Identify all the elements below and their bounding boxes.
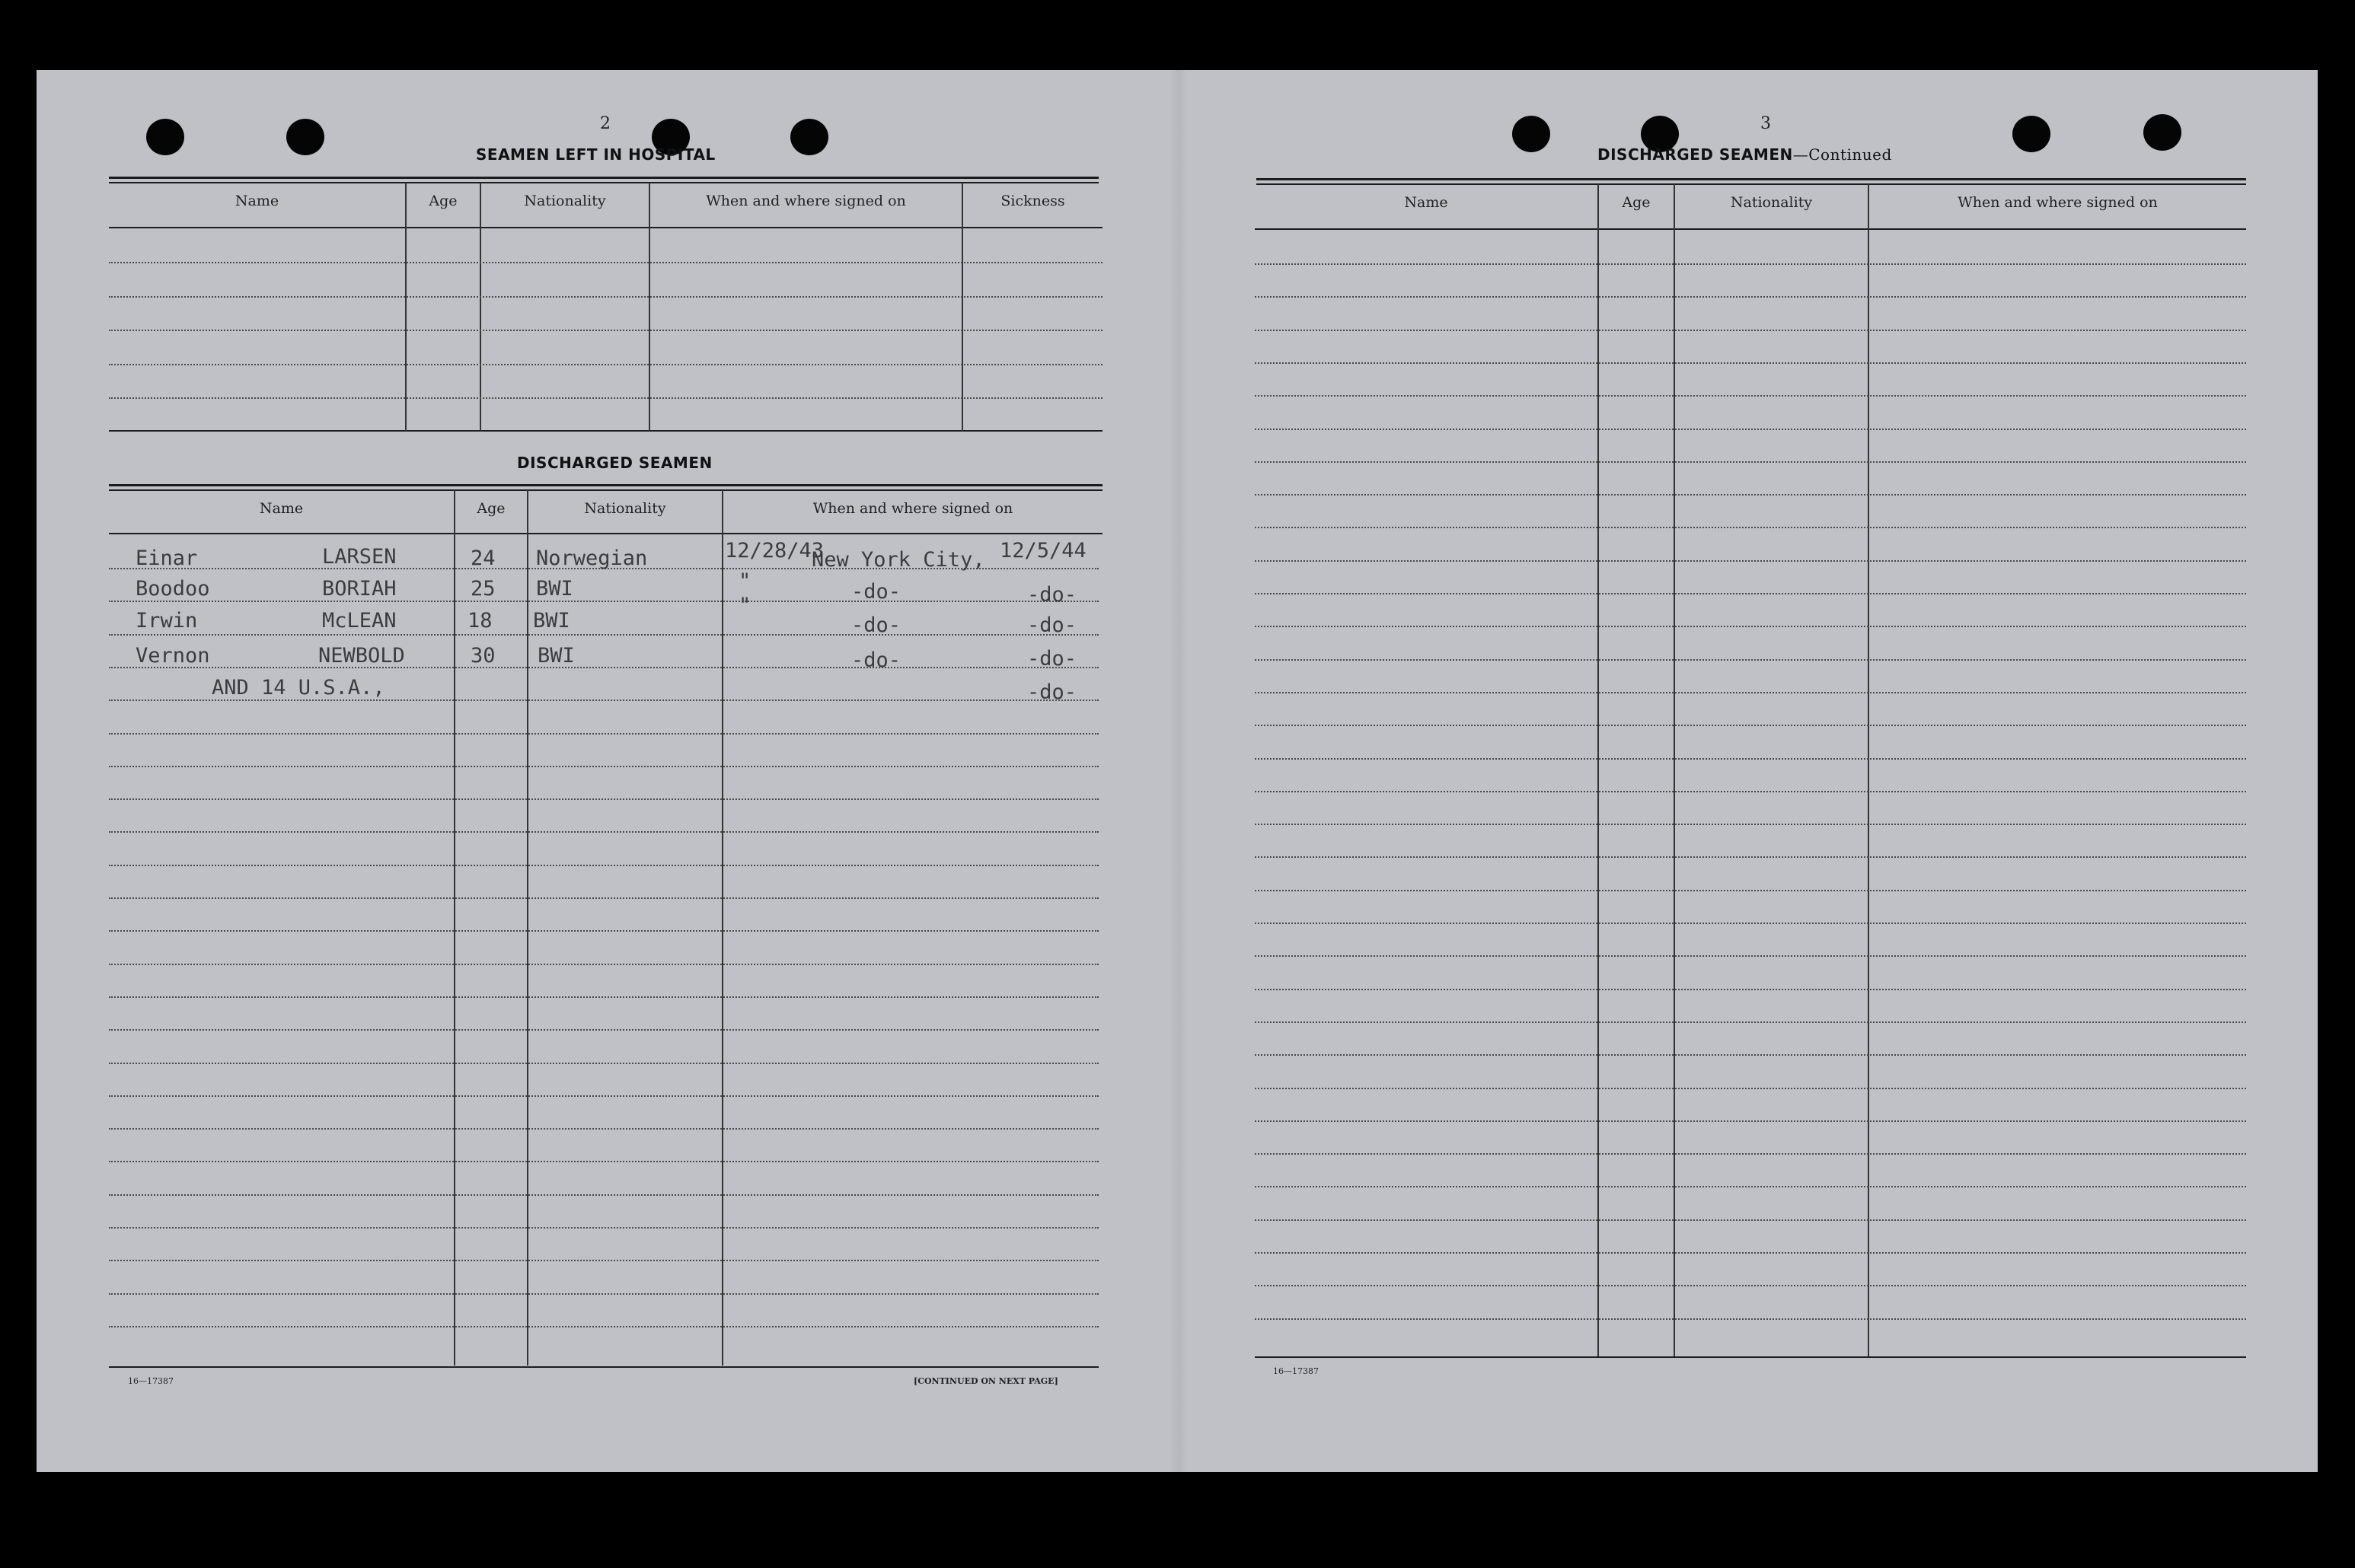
signed-on-place: -do-: [851, 580, 901, 604]
ruled-line: [109, 798, 1099, 800]
hospital-header-age: Age: [429, 193, 458, 209]
right-top-rule: [1256, 178, 2246, 180]
discharged-bottom-rule: [109, 1366, 1099, 1368]
hospital-header-nationality: Nationality: [524, 193, 606, 209]
right-header-age: Age: [1622, 194, 1651, 211]
hospital-header-sickness: Sickness: [1000, 193, 1065, 209]
document-sheet: [37, 70, 2318, 1472]
ruled-line: [1255, 1088, 2246, 1089]
punch-hole: [2143, 114, 2181, 151]
signed-on-date: 12/28/43: [725, 539, 825, 563]
discharged-top-rule: [109, 489, 1103, 491]
ruled-line: [1255, 1054, 2246, 1056]
right-col-divider: [1868, 184, 1869, 1356]
signed-on-place: New York City,: [812, 548, 985, 572]
seaman-nationality: BWI: [536, 577, 573, 601]
ruled-line: [109, 897, 1099, 899]
ruled-line: [109, 1029, 1099, 1031]
discharged-header-rule: [109, 533, 1103, 534]
ruled-line: [1255, 527, 2246, 528]
hospital-col-divider: [962, 183, 963, 431]
ruled-line: [109, 634, 1099, 636]
ruled-line: [1255, 923, 2246, 924]
ruled-line: [1255, 659, 2246, 661]
discharged-header-name: Name: [259, 500, 304, 517]
signed-on-date: ": [739, 569, 751, 593]
ruled-line: [1255, 1021, 2246, 1023]
right-top-rule: [1256, 183, 2246, 185]
punch-hole: [286, 119, 324, 155]
ruled-line: [109, 1260, 1099, 1261]
ruled-line: [109, 1063, 1099, 1064]
ruled-line: [109, 1161, 1099, 1162]
seaman-first-name: Boodoo: [136, 577, 210, 601]
punch-hole: [2012, 116, 2050, 152]
ruled-line: [1255, 461, 2246, 463]
right-header-nationality: Nationality: [1730, 194, 1813, 211]
ruled-line: [109, 1194, 1099, 1196]
ruled-line: [109, 865, 1099, 866]
discharged-header-age: Age: [477, 500, 506, 517]
right-header-name: Name: [1404, 194, 1448, 211]
seaman-last-name: BORIAH: [322, 577, 397, 601]
seaman-first-name: Vernon: [136, 644, 210, 668]
discharge-date: -do-: [1027, 613, 1077, 637]
title-main: DISCHARGED SEAMEN: [1597, 145, 1793, 164]
ruled-line: [109, 996, 1099, 998]
ruled-line: [1255, 296, 2246, 298]
discharged-section-title: DISCHARGED SEAMEN: [517, 454, 713, 472]
ruled-line: [1255, 362, 2246, 364]
ruled-line: [109, 700, 1099, 701]
hospital-col-divider: [405, 183, 407, 431]
ruled-line: [1255, 758, 2246, 760]
ruled-line: [1255, 1318, 2246, 1320]
seaman-last-name: NEWBOLD: [318, 644, 405, 668]
continued-section-title: [1597, 145, 1892, 164]
discharged-header-nationality: Nationality: [584, 500, 666, 517]
ruled-line: [109, 1095, 1099, 1097]
form-number: 16—17387: [128, 1376, 174, 1386]
right-header-signed-on: When and where signed on: [1958, 194, 2158, 211]
signed-on-place: -do-: [851, 649, 901, 672]
ruled-line: [109, 1128, 1099, 1130]
ruled-line: [1255, 890, 2246, 891]
ruled-line: [109, 330, 1103, 331]
ruled-line: [109, 1227, 1099, 1229]
ruled-line: [1255, 791, 2246, 792]
right-header-rule: [1255, 228, 2246, 230]
hospital-top-rule: [109, 182, 1099, 183]
ruled-line: [109, 930, 1099, 932]
page-number: 3: [1760, 114, 1771, 133]
ruled-line: [1255, 1219, 2246, 1221]
ruled-line: [109, 964, 1099, 965]
ruled-line: [1255, 429, 2246, 430]
ruled-line: [1255, 263, 2246, 265]
discharged-col-divider: [454, 490, 455, 1366]
seaman-nationality: BWI: [538, 644, 575, 668]
discharged-top-rule: [109, 484, 1103, 486]
signed-on-date: ": [739, 594, 751, 617]
discharge-date: -do-: [1027, 680, 1077, 704]
ruled-line: [1255, 1186, 2246, 1187]
ruled-line: [1255, 1285, 2246, 1286]
seaman-age: 24: [471, 547, 496, 570]
hospital-header-signed-on: When and where signed on: [706, 193, 906, 209]
seaman-nationality: BWI: [533, 609, 570, 633]
right-col-divider: [1597, 184, 1599, 1356]
ruled-line: [109, 733, 1099, 735]
hospital-header-rule: [109, 227, 1103, 228]
ruled-line: [109, 601, 1099, 602]
ruled-line: [109, 364, 1103, 365]
ruled-line: [109, 667, 1099, 668]
ruled-line: [1255, 494, 2246, 496]
ruled-line: [1255, 989, 2246, 990]
ruled-line: [109, 1326, 1099, 1327]
ruled-line: [109, 766, 1099, 767]
ruled-line: [1255, 626, 2246, 627]
ruled-line: [1255, 560, 2246, 562]
ruled-line: [1255, 692, 2246, 693]
ruled-line: [1255, 1153, 2246, 1155]
ruled-line: [109, 397, 1103, 399]
discharged-col-divider: [527, 490, 528, 1366]
seaman-age: 25: [471, 577, 496, 601]
signed-on-place: -do-: [851, 613, 901, 637]
ruled-line: [109, 1293, 1099, 1295]
ruled-line: [1255, 330, 2246, 331]
seaman-age: 18: [467, 609, 493, 633]
ruled-line: [1255, 856, 2246, 858]
seaman-nationality: Norwegian: [536, 547, 648, 570]
hospital-top-rule: [109, 177, 1099, 179]
continued-note: [CONTINUED ON NEXT PAGE]: [914, 1376, 1058, 1386]
seaman-last-name: LARSEN: [322, 545, 397, 569]
seaman-age: 30: [471, 644, 496, 668]
ruled-line: [109, 831, 1099, 833]
title-suffix: —Continued: [1792, 145, 1892, 164]
punch-hole: [790, 119, 828, 155]
punch-hole: [1512, 116, 1550, 152]
ruled-line: [1255, 955, 2246, 957]
right-col-divider: [1674, 184, 1675, 1356]
discharged-col-divider: [722, 490, 723, 1366]
hospital-col-divider: [649, 183, 650, 431]
discharge-date: -do-: [1027, 583, 1077, 607]
punch-hole: [146, 119, 184, 155]
ruled-line: [1255, 725, 2246, 726]
seaman-first-name: Einar: [136, 547, 198, 570]
discharge-date: 12/5/44: [1000, 539, 1087, 563]
page-number: 2: [600, 114, 611, 133]
form-number: 16—17387: [1273, 1366, 1319, 1376]
ruled-line: [1255, 593, 2246, 594]
ruled-line: [1255, 1252, 2246, 1254]
ruled-line: [1255, 1120, 2246, 1122]
hospital-section-title: SEAMEN LEFT IN HOSPITAL: [476, 145, 716, 164]
right-bottom-rule: [1255, 1356, 2246, 1358]
seaman-first-name: AND 14 U.S.A.,: [212, 676, 385, 700]
hospital-bottom-rule: [109, 430, 1103, 432]
hospital-header-name: Name: [235, 193, 279, 209]
seaman-first-name: Irwin: [136, 609, 198, 633]
seaman-last-name: McLEAN: [322, 609, 397, 633]
hospital-col-divider: [480, 183, 481, 431]
discharged-header-signed-on: When and where signed on: [812, 500, 1013, 517]
ruled-line: [109, 296, 1103, 298]
ruled-line: [1255, 824, 2246, 825]
ruled-line: [109, 262, 1103, 263]
center-fold: [1170, 70, 1188, 1472]
ruled-line: [1255, 395, 2246, 397]
discharge-date: -do-: [1027, 647, 1077, 671]
